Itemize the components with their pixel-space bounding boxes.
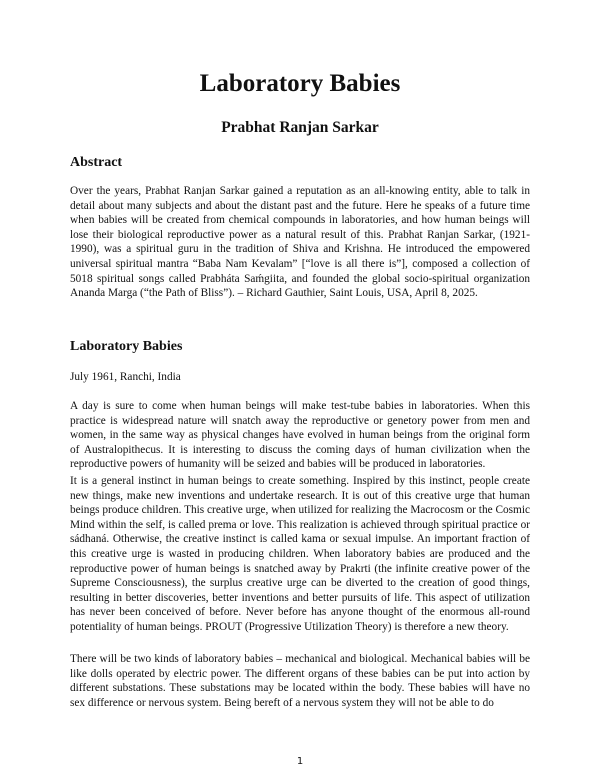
- body-paragraph-3: There will be two kinds of laboratory babies – mechanical and biological. Mechanical babies will be like dolls operated by electric power. The different organs of these babies can be put into action by different substations. These substations may be located within the body. These babies will have no sex difference or nervous system. Being bereft of a nervous system they will not be able to do: [70, 653, 530, 709]
- dateline: July 1961, Ranchi, India: [70, 371, 181, 383]
- body-paragraph-2: It is a general instinct in human beings to create something. Inspired by this instinct, people create new things, make new inventions and undertake research. It is out of this creative urge that human beings produce children. This creative urge, when utilized for realizing the Macrocosm or the Cosmic Mind within the self, is called prema or love. This realization is achieved through spiritual practice or sádhaná. Otherwise, the creative instinct is called kama or sexual impulse. An important fraction of this creative urge is wasted in producing children. When laboratory babies are produced and the reproductive power of human beings is snatched away by Prakrti (the infinite creative power of the Supreme Consciousness), the surplus creative urge can be diverted to the creation of good things, resulting in better discoveries, better inventions and better pursuits of life. This aspect of utilization has never been conceived of before. Never before has anyone thought of the enormous all-round potentiality of human beings. PROUT (Progressive Utilization Theory) is therefore a new theory.: [70, 475, 530, 633]
- section-heading: Laboratory Babies: [70, 339, 183, 354]
- page-number: 1: [296, 756, 304, 767]
- abstract-paragraph: Over the years, Prabhat Ranjan Sarkar gained a reputation as an all-knowing entity, able to talk in detail about many subjects and about the distant past and the future. Here he speaks of a future time when babies will be created from chemical compounds in laboratories, and how human beings will lose their biological reproductive power as a natural result of this. Prabhat Ranjan Sarkar, (1921-1990), was a spiritual guru in the tradition of Shiva and Krishna. He introduced the empowered universal spiritual mantra “Baba Nam Kevalam” [“love is all there is”], composed a collection of 5018 spiritual songs called Prabháta Saḿgiita, and founded the global socio-spiritual organization Ananda Marga (“the Path of Bliss”). – Richard Gauthier, Saint Louis, USA, April 8, 2025.: [70, 185, 530, 300]
- document-title: Laboratory Babies: [199, 70, 401, 97]
- abstract-heading: Abstract: [70, 155, 123, 170]
- author-name: Prabhat Ranjan Sarkar: [221, 119, 379, 136]
- body-paragraph-1: A day is sure to come when human beings will make test-tube babies in laboratories. When this practice is widespread nature will snatch away the reproductive or genetory power from men and women, in the same way as physical changes have evolved in human beings from the original form of Australopithecus. It is interesting to discuss the coming days of human civilization when the reproductive powers of humanity will be seized and babies will be produced in laboratories.: [70, 400, 530, 471]
